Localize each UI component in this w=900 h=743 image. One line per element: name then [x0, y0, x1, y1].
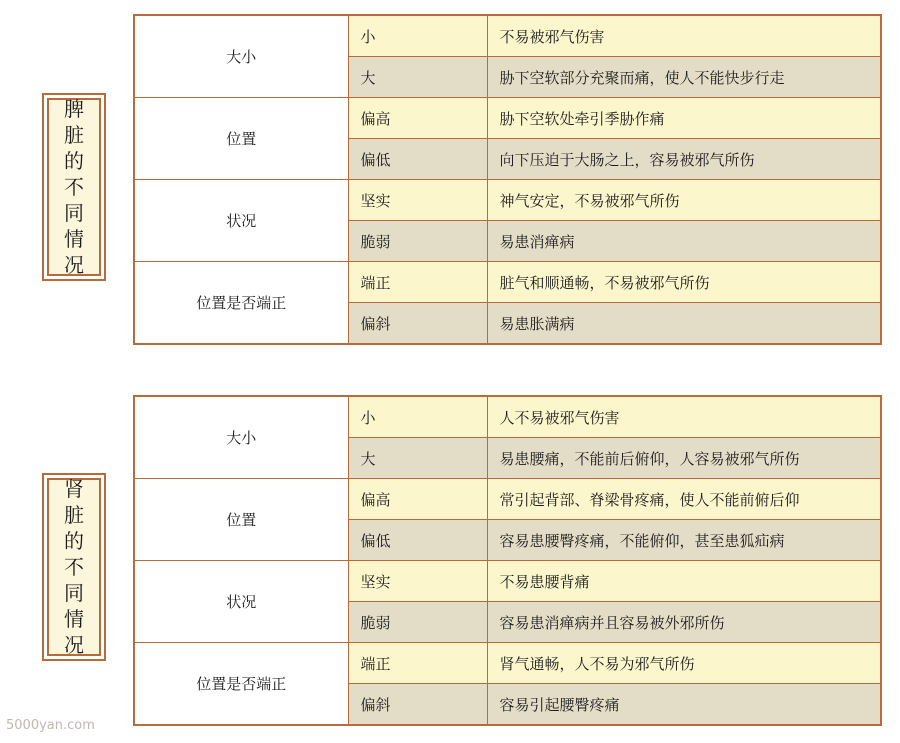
condition-cell: 大: [348, 57, 487, 98]
condition-cell: 端正: [348, 643, 487, 684]
condition-cell: 脆弱: [348, 221, 487, 262]
kidney-section-label-text: 肾脏的不同情况: [64, 477, 84, 657]
effect-cell: 容易患消瘅病并且容易被外邪所伤: [487, 602, 881, 643]
condition-cell: 偏高: [348, 479, 487, 520]
effect-cell: 神气安定，不易被邪气所伤: [487, 180, 881, 221]
category-cell: 大小: [134, 396, 348, 479]
effect-cell: 胁下空软部分充聚而痛，使人不能快步行走: [487, 57, 881, 98]
effect-cell: 不易被邪气伤害: [487, 15, 881, 57]
condition-cell: 偏低: [348, 520, 487, 561]
category-cell: 位置是否端正: [134, 643, 348, 726]
condition-cell: 端正: [348, 262, 487, 303]
condition-cell: 偏低: [348, 139, 487, 180]
category-cell: 状况: [134, 180, 348, 262]
table-row: [134, 561, 881, 602]
condition-cell: 偏斜: [348, 684, 487, 726]
table-row: [134, 180, 881, 221]
effect-cell: 容易患腰臀疼痛，不能俯仰，甚至患狐疝病: [487, 520, 881, 561]
category-cell: 位置: [134, 98, 348, 180]
kidney-section-label: [47, 478, 101, 656]
category-cell: 位置: [134, 479, 348, 561]
effect-cell: 常引起背部、脊梁骨疼痛，使人不能前俯后仰: [487, 479, 881, 520]
kidney-conditions-table: [133, 395, 882, 726]
spleen-section-label-text: 脾脏的不同情况: [64, 97, 84, 277]
category-cell: 大小: [134, 15, 348, 98]
effect-cell: 人不易被邪气伤害: [487, 396, 881, 438]
condition-cell: 脆弱: [348, 602, 487, 643]
condition-cell: 偏斜: [348, 303, 487, 345]
spleen-section-label: [47, 98, 101, 276]
table-row: [134, 396, 881, 438]
effect-cell: 胁下空软处牵引季胁作痛: [487, 98, 881, 139]
table-row: [134, 643, 881, 684]
table-row: [134, 15, 881, 57]
effect-cell: 不易患腰背痛: [487, 561, 881, 602]
table-row: [134, 98, 881, 139]
effect-cell: 肾气通畅，人不易为邪气所伤: [487, 643, 881, 684]
condition-cell: 偏高: [348, 98, 487, 139]
table-row: [134, 479, 881, 520]
effect-cell: 易患胀满病: [487, 303, 881, 345]
effect-cell: 脏气和顺通畅，不易被邪气所伤: [487, 262, 881, 303]
condition-cell: 小: [348, 15, 487, 57]
effect-cell: 容易引起腰臀疼痛: [487, 684, 881, 726]
effect-cell: 向下压迫于大肠之上，容易被邪气所伤: [487, 139, 881, 180]
effect-cell: 易患消瘅病: [487, 221, 881, 262]
condition-cell: 坚实: [348, 180, 487, 221]
condition-cell: 小: [348, 396, 487, 438]
spleen-conditions-table: [133, 14, 882, 345]
condition-cell: 大: [348, 438, 487, 479]
category-cell: 位置是否端正: [134, 262, 348, 345]
effect-cell: 易患腰痛，不能前后俯仰，人容易被邪气所伤: [487, 438, 881, 479]
table-row: [134, 262, 881, 303]
watermark: 5000yan.com: [6, 718, 95, 733]
category-cell: 状况: [134, 561, 348, 643]
condition-cell: 坚实: [348, 561, 487, 602]
